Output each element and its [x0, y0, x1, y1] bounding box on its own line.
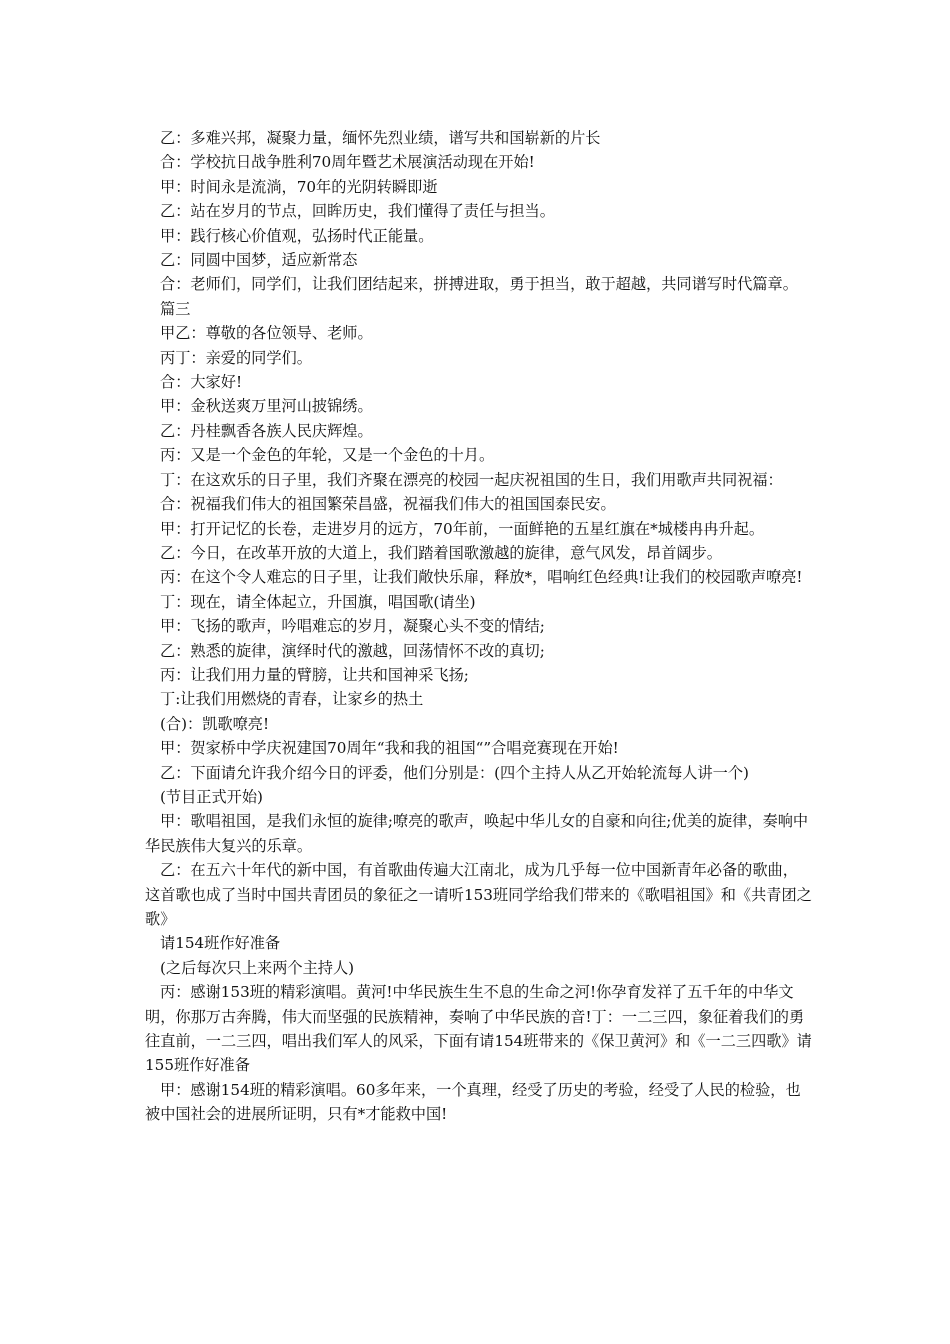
paragraph: 乙：丹桂飘香各族人民庆辉煌。 — [160, 421, 373, 440]
paragraph: 乙：熟悉的旋律，演绎时代的激越，回荡情怀不改的真切; — [160, 641, 545, 660]
paragraph: (之后每次只上来两个主持人) — [160, 958, 355, 977]
paragraph: 丁：在这欢乐的日子里，我们齐聚在漂亮的校园一起庆祝祖国的生日，我们用歌声共同祝福： — [160, 470, 783, 489]
paragraph: 甲：金秋送爽万里河山披锦绣。 — [160, 397, 373, 416]
paragraph: 丁:让我们用燃烧的青春，让家乡的热土 — [160, 690, 424, 709]
paragraph: 甲：贺家桥中学庆祝建国70周年“我和我的祖国“”合唱竞赛现在开始! — [160, 739, 619, 758]
paragraph: 丙：在这个令人难忘的日子里，让我们敞快乐扉，释放*，唱响红色经典!让我们的校园歌声嘹亮! — [160, 568, 803, 587]
paragraph: 甲：践行核心价值观，弘扬时代正能量。 — [160, 226, 434, 245]
paragraph: 甲：打开记忆的长卷，走进岁月的远方，70年前，一面鲜艳的五星红旗在*城楼冉冉升起。 — [160, 519, 765, 538]
paragraph: 甲：飞扬的歌声，吟唱难忘的岁月，凝聚心头不变的情结; — [160, 617, 545, 636]
paragraph: 合：祝福我们伟大的祖国繁荣昌盛，祝福我们伟大的祖国国泰民安。 — [160, 495, 616, 514]
paragraph: 乙：多难兴邦，凝聚力量，缅怀先烈业绩，谱写共和国崭新的片长 — [160, 129, 601, 147]
paragraph: 请154班作好准备 — [160, 934, 281, 953]
paragraph: 合：老师们，同学们，让我们团结起来，拼搏进取，勇于担当，敢于超越，共同谱写时代篇章。 — [160, 275, 798, 294]
paragraph: (节目正式开始) — [160, 787, 263, 806]
paragraph: 甲：时间永是流淌，70年的光阴转瞬即逝 — [160, 177, 438, 196]
document-body — [145, 126, 813, 1127]
paragraph: 合：学校抗日战争胜利70周年暨艺术展演活动现在开始! — [160, 153, 535, 172]
paragraph: 乙：下面请允许我介绍今日的评委，他们分别是：(四个主持人从乙开始轮流每人讲一个) — [160, 763, 749, 782]
paragraph: 丙：让我们用力量的臂膀，让共和国神采飞扬; — [160, 665, 469, 684]
paragraph: 乙：站在岁月的节点，回眸历史，我们懂得了责任与担当。 — [160, 202, 555, 221]
paragraph: 甲：歌唱祖国，是我们永恒的旋律;嘹亮的歌声，唤起中华儿女的自豪和向往;优美的旋律，奏响中华民族伟大复兴的乐章。 — [145, 812, 809, 855]
paragraph: 乙：在五六十年代的新中国，有首歌曲传遍大江南北，成为几乎每一位中国新青年必备的歌曲，这首歌也成了当时中国共青团员的象征之一请听153班同学给我们带来的《歌唱祖国》和《共青团之歌》 — [145, 861, 812, 928]
paragraph: 乙：同圆中国梦，适应新常态 — [160, 251, 358, 270]
paragraph: 合：大家好! — [160, 373, 243, 392]
paragraph: 丁：现在，请全体起立，升国旗，唱国歌(请坐) — [160, 592, 476, 611]
paragraph: 篇三 — [160, 299, 191, 318]
paragraph: 甲：感谢154班的精彩演唱。60多年来，一个真理，经受了历史的考验，经受了人民的检验，也被中国社会的进展所证明，只有*才能救中国! — [145, 1080, 801, 1124]
paragraph: 丙：又是一个金色的年轮，又是一个金色的十月。 — [160, 446, 495, 465]
paragraph: (合)：凯歌嘹亮! — [160, 714, 270, 733]
paragraph: 乙：今日，在改革开放的大道上，我们踏着国歌激越的旋律，意气风发，昂首阔步。 — [160, 543, 722, 562]
paragraph: 丙丁：亲爱的同学们。 — [160, 348, 312, 367]
paragraph: 丙：感谢153班的精彩演唱。黄河!中华民族生生不息的生命之河!你孕育发祥了五千年的中华文明，你那万古奔腾，伟大而坚强的民族精神，奏响了中华民族的音!丁：一二三四，象征着我们的勇往直前，一二三四，唱出我们军人的风采，下面有请154班带来的《保卫黄河》和《一二三四歌》请155班作好准备 — [145, 983, 812, 1075]
paragraph: 甲乙：尊敬的各位领导、老师。 — [160, 324, 373, 343]
